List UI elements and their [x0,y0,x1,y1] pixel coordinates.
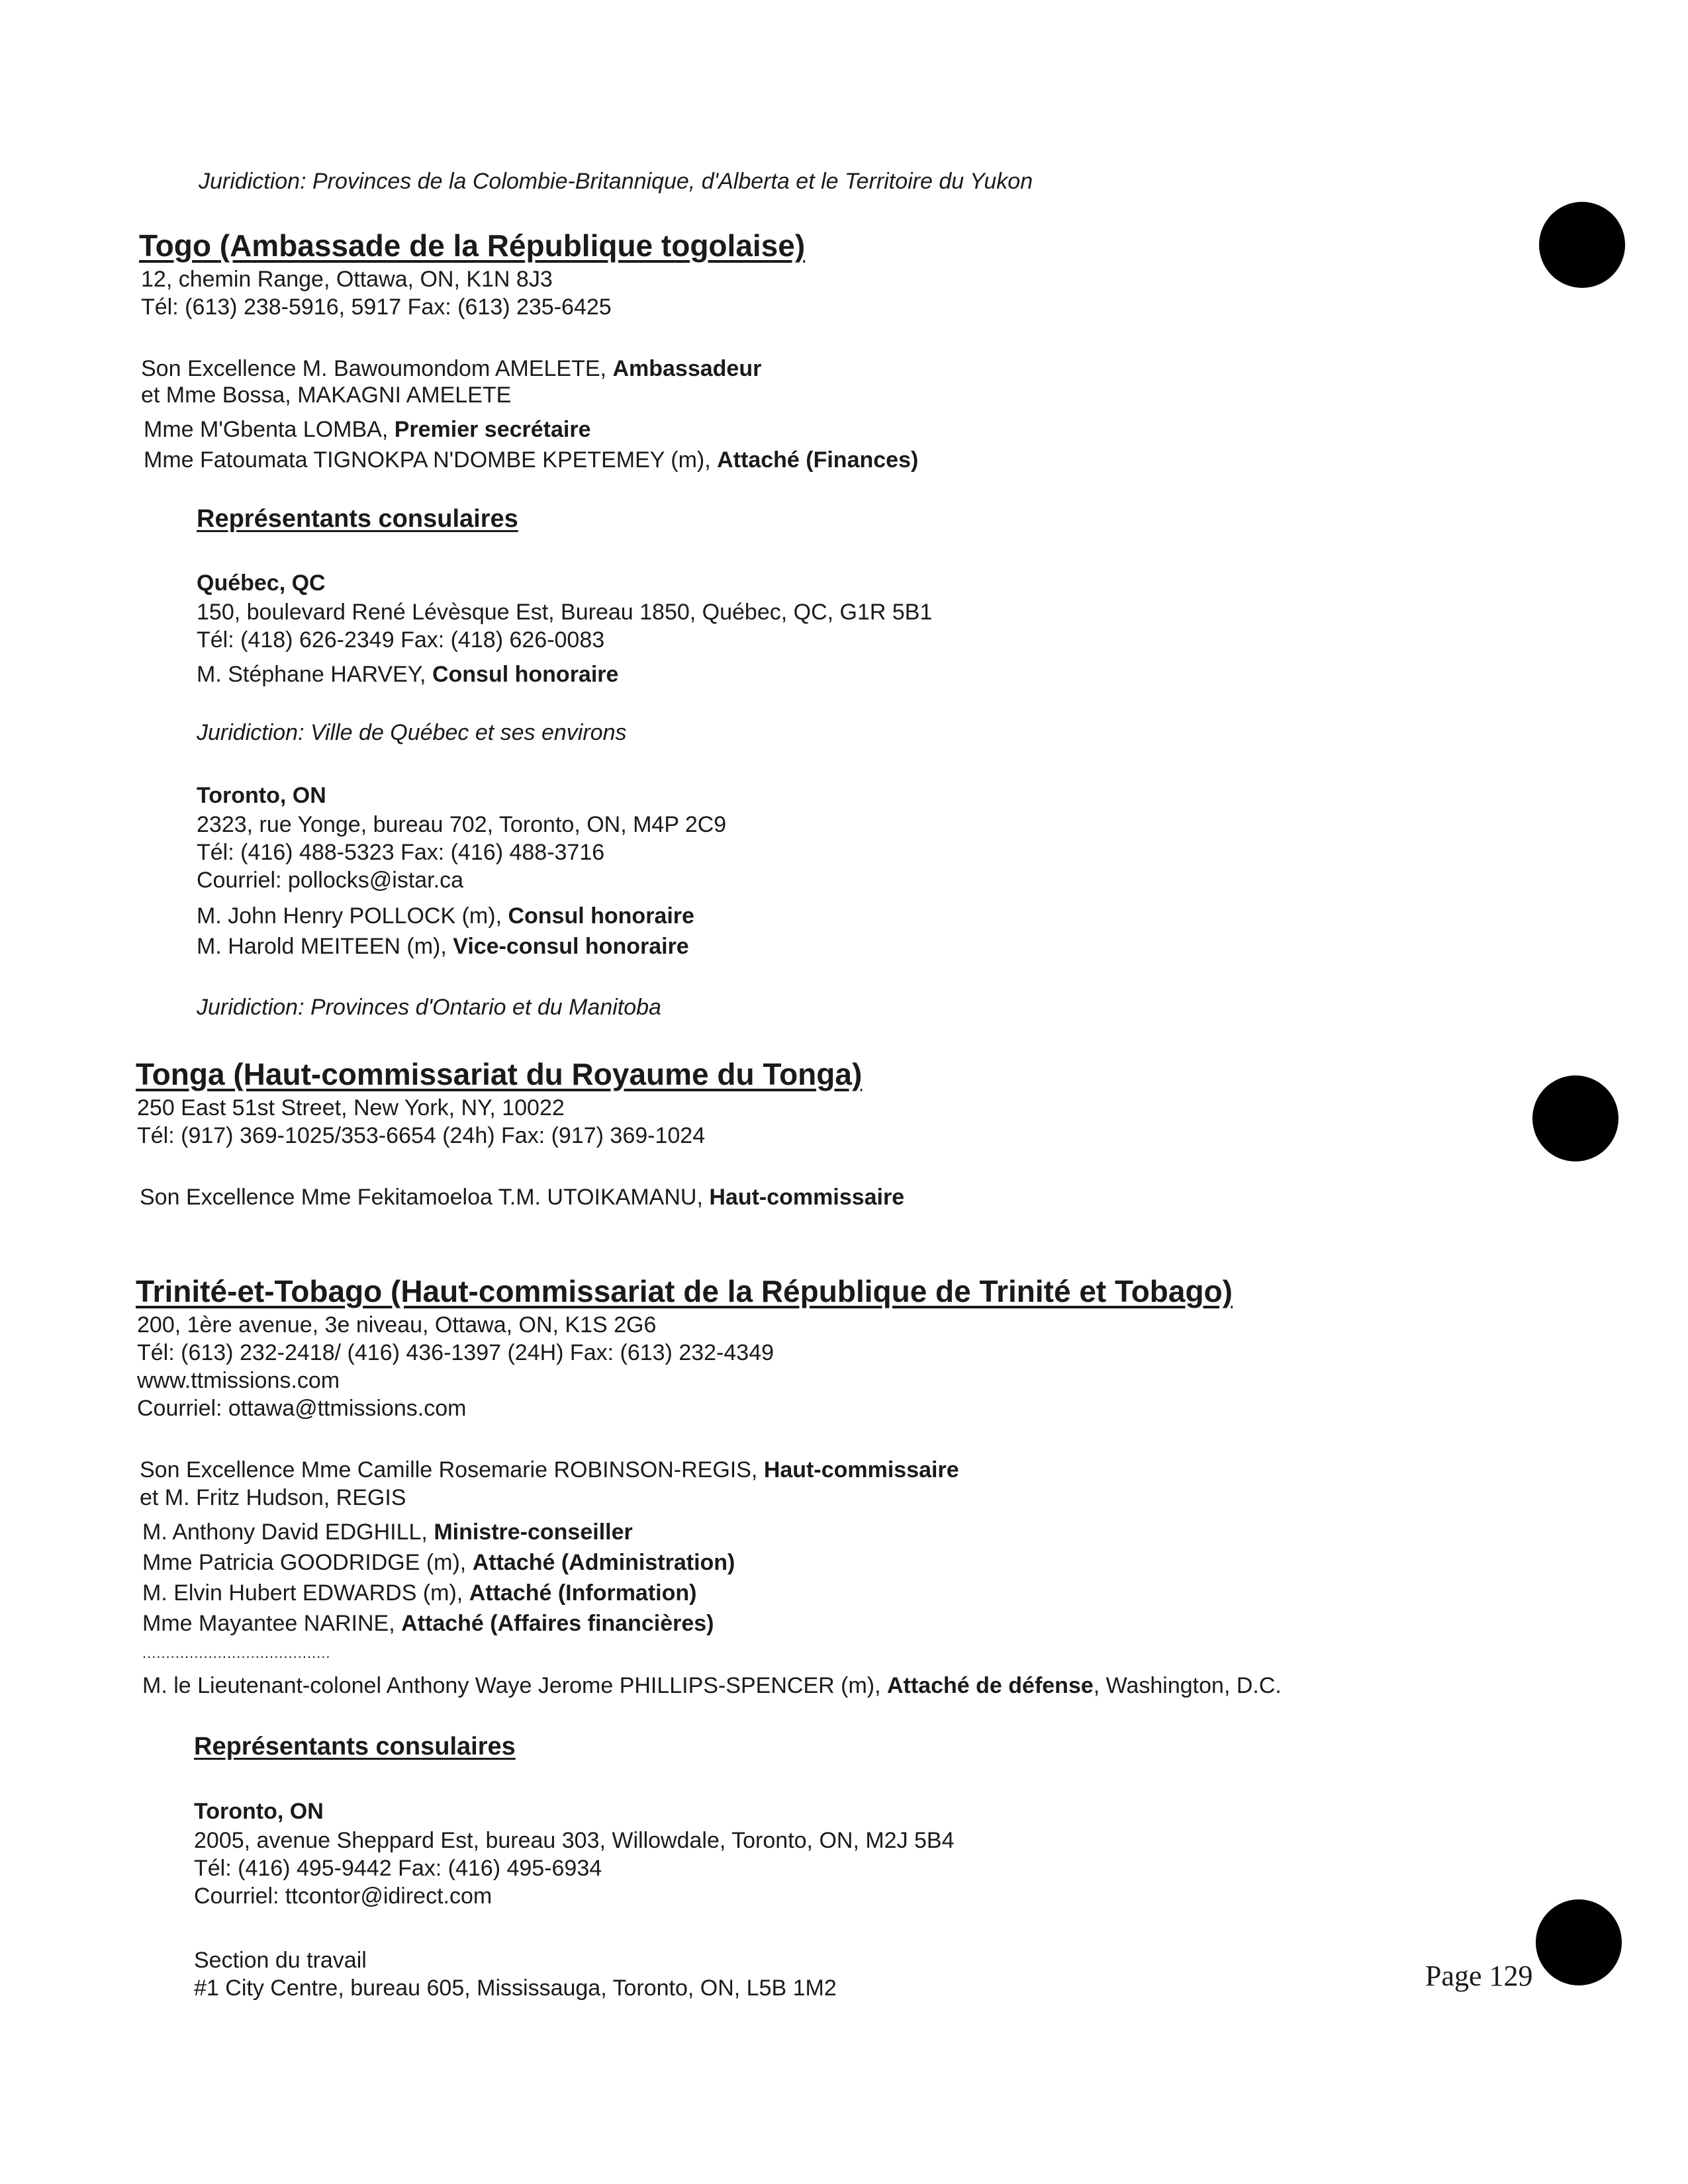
togo-heading: Togo (Ambassade de la République togolaise) [139,228,806,263]
jurisdiction-top: Juridiction: Provinces de la Colombie-Britannique, d'Alberta et le Territoire du Yukon [199,169,1033,194]
punch-hole-middle [1532,1075,1618,1161]
punch-hole-bottom [1536,1899,1622,1985]
trinidad-consular-heading: Représentants consulaires [194,1733,516,1760]
trinidad-phone: Tél: (613) 232-2418/ (416) 436-1397 (24H) Fax: (613) 232-4349 [137,1340,774,1365]
trinidad-toronto-address: 2005, avenue Sheppard Est, bureau 303, Willowdale, Toronto, ON, M2J 5B4 [194,1828,955,1853]
trinidad-heading: Trinité-et-Tobago (Haut-commissariat de la République de Trinité et Tobago) [136,1274,1233,1308]
trinidad-staff-3: M. Anthony David EDGHILL, Ministre-conseiller [142,1520,633,1545]
togo-toronto-vice-consul: M. Harold MEITEEN (m), Vice-consul honoraire [197,934,689,959]
togo-consular-heading: Représentants consulaires [197,505,518,533]
togo-staff-2: et Mme Bossa, MAKAGNI AMELETE [141,383,512,408]
trinidad-staff-2: et M. Fritz Hudson, REGIS [140,1485,406,1510]
togo-quebec-jurisdiction: Juridiction: Ville de Québec et ses environs [197,720,627,745]
togo-toronto-phone: Tél: (416) 488-5323 Fax: (416) 488-3716 [197,840,605,865]
trinidad-section-address: #1 City Centre, bureau 605, Mississauga, Toronto, ON, L5B 1M2 [194,1976,837,2001]
trinidad-website[interactable]: www.ttmissions.com [137,1368,340,1393]
trinidad-dots: ........................................ [142,1645,331,1661]
trinidad-email: Courriel: ottawa@ttmissions.com [137,1396,467,1421]
togo-quebec-address: 150, boulevard René Lévèsque Est, Bureau 1850, Québec, QC, G1R 5B1 [197,600,933,625]
togo-toronto-consul: M. John Henry POLLOCK (m), Consul honoraire [197,903,694,929]
punch-hole-top [1539,202,1625,288]
togo-quebec-phone: Tél: (418) 626-2349 Fax: (418) 626-0083 [197,627,605,653]
togo-staff-3: Mme M'Gbenta LOMBA, Premier secrétaire [144,417,591,442]
togo-toronto-jurisdiction: Juridiction: Provinces d'Ontario et du Manitoba [197,995,661,1020]
trinidad-staff-5: M. Elvin Hubert EDWARDS (m), Attaché (Information) [142,1580,697,1606]
trinidad-defense-attache: M. le Lieutenant-colonel Anthony Waye Jerome PHILLIPS-SPENCER (m), Attaché de défense, Washington, D.C. [142,1673,1282,1698]
tonga-address: 250 East 51st Street, New York, NY, 10022 [137,1095,565,1120]
togo-quebec-city: Québec, QC [197,570,326,596]
trinidad-staff-1: Son Excellence Mme Camille Rosemarie ROBINSON-REGIS, Haut-commissaire [140,1457,959,1482]
trinidad-toronto-email: Courriel: ttcontor@idirect.com [194,1884,492,1909]
trinidad-staff-6: Mme Mayantee NARINE, Attaché (Affaires financières) [142,1611,714,1636]
togo-toronto-address: 2323, rue Yonge, bureau 702, Toronto, ON, M4P 2C9 [197,812,727,837]
togo-staff-1: Son Excellence M. Bawoumondom AMELETE, Ambassadeur [141,356,762,381]
tonga-heading: Tonga (Haut-commissariat du Royaume du Tonga) [136,1057,863,1091]
trinidad-section-label: Section du travail [194,1948,367,1973]
togo-staff-4: Mme Fatoumata TIGNOKPA N'DOMBE KPETEMEY (m), Attaché (Finances) [144,447,919,473]
trinidad-staff-4: Mme Patricia GOODRIDGE (m), Attaché (Administration) [142,1550,735,1575]
togo-quebec-consul: M. Stéphane HARVEY, Consul honoraire [197,662,619,687]
togo-toronto-city: Toronto, ON [197,783,326,808]
togo-toronto-email: Courriel: pollocks@istar.ca [197,868,463,893]
page-number: Page 129 [1425,1960,1533,1992]
trinidad-address: 200, 1ère avenue, 3e niveau, Ottawa, ON, K1S 2G6 [137,1312,657,1338]
togo-phone: Tél: (613) 238-5916, 5917 Fax: (613) 235-6425 [141,295,612,320]
togo-address: 12, chemin Range, Ottawa, ON, K1N 8J3 [141,267,553,292]
tonga-phone: Tél: (917) 369-1025/353-6654 (24h) Fax: (917) 369-1024 [137,1123,706,1148]
tonga-commissioner: Son Excellence Mme Fekitamoeloa T.M. UTOIKAMANU, Haut-commissaire [140,1185,905,1210]
trinidad-toronto-city: Toronto, ON [194,1799,324,1824]
trinidad-toronto-phone: Tél: (416) 495-9442 Fax: (416) 495-6934 [194,1856,602,1881]
